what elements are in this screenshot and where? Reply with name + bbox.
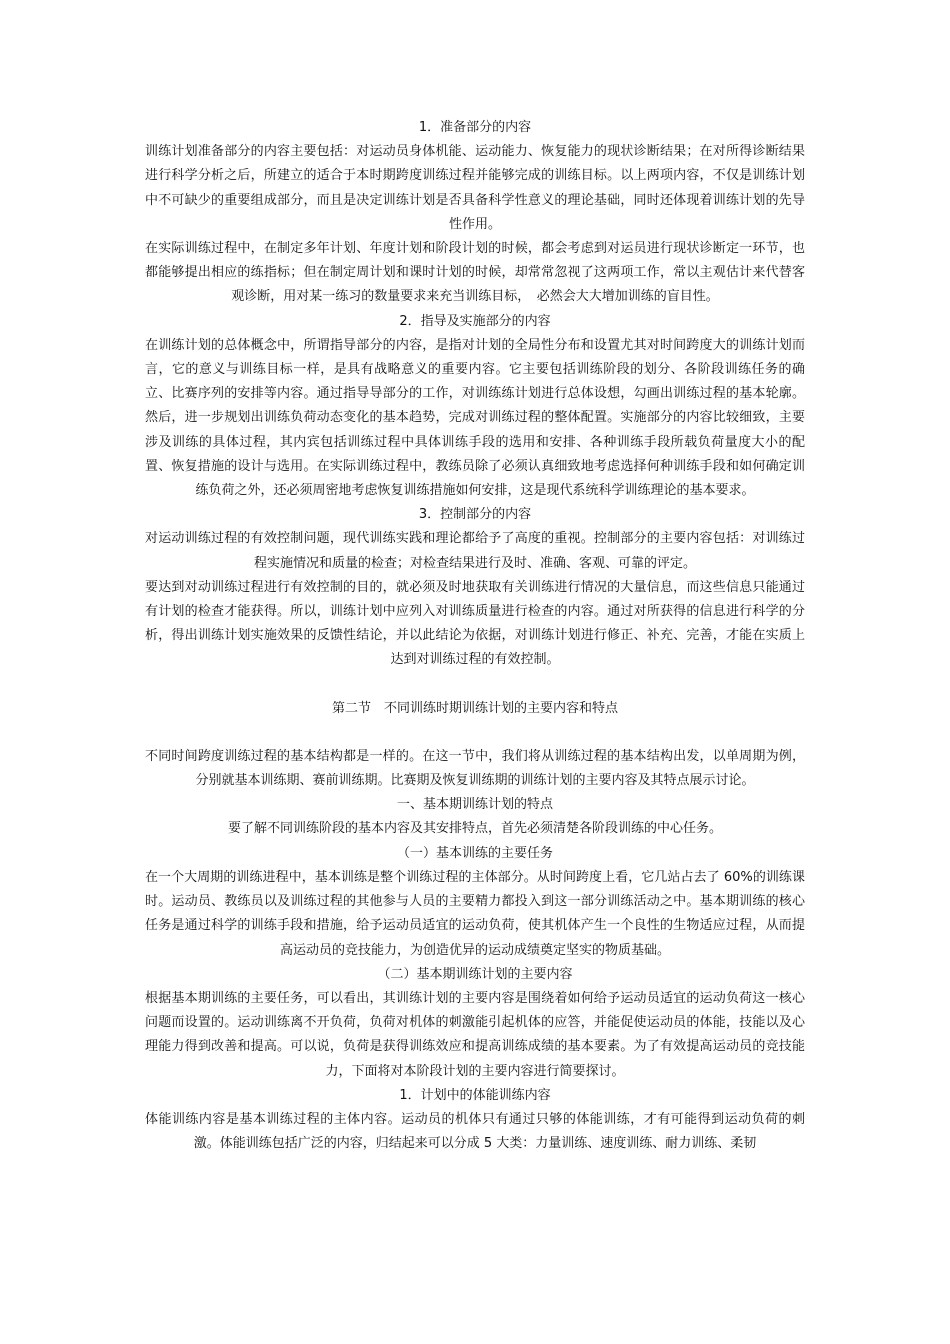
line-basic-intro: 要了解不同训练阶段的基本内容及其安排特点，首先必须清楚各阶段训练的中心任务。 xyxy=(227,821,722,837)
paragraph-basic-tasks: 在一个大周期的训练进程中，基本训练是整个训练过程的主体部分。从时间跨度上看，它几站占去了 60%的训练课时。运动员、教练员以及训练过程的其他参与人员的主要精力都投入到这一部分训练活动之中。基本期训练的核心任务是通过科学的训练手段和措施，给予运动员适宜的运动负荷，使其机体产生一个良性的生物适应过程，从而提高运动员的竞技能力，为创造优异的运动成绩奠定坚实的物质基础。 xyxy=(145,869,805,958)
spacer xyxy=(145,721,805,745)
paragraph-section-intro: 不同时间跨度训练过程的基本结构都是一样的。在这一节中，我们将从训练过程的基本结构出发，以单周期为例，分别就基本训练期、赛前训练期。比赛期及恢复训练期的训练计划的主要内容及其特点展示讨论。 xyxy=(145,748,805,789)
heading-basic-period: 一、基本期训练计划的特点 xyxy=(396,797,553,813)
heading-basic-plan-content: （二）基本期训练计划的主要内容 xyxy=(377,966,573,982)
paragraph-control-1: 对运动训练过程的有效控制问题，现代训练实践和理论都给予了高度的重视。控制部分的主要内容包括：对训练过程实施情况和质量的检查；对检查结果进行及时、准确、客观、可靠的评定。 xyxy=(145,531,805,571)
heading-guidance-content: 2．指导及实施部分的内容 xyxy=(399,313,551,329)
paragraph-physical-training: 体能训练内容是基本训练过程的主体内容。运动员的机体只有通过只够的体能训练，才有可能得到运动负荷的刺激。体能训练包括广泛的内容，归结起来可以分成 5 大类：力量训练、速度训练、耐力训练、柔韧 xyxy=(145,1111,805,1152)
paragraph-basic-plan: 根据基本期训练的主要任务，可以看出，其训练计划的主要内容是围绕着如何给予运动员适宜的运动负荷这一核心问题而设置的。运动训练离不开负荷，负荷对机体的刺激能引起机体的应答，并能促使运动员的体能，技能以及心理能力得到改善和提高。可以说，负荷是获得训练效应和提高训练成绩的基本要素。为了有效提高运动员的竞技能力，下面将对本阶段计划的主要内容进行简要探讨。 xyxy=(145,990,805,1079)
section-title: 第二节 不同训练时期训练计划的主要内容和特点 xyxy=(331,700,618,716)
paragraph-guidance: 在训练计划的总体概念中，所谓指导部分的内容，是指对计划的全局性分布和设置尤其对时间跨度大的训练计划而言，它的意义与训练目标一样，是具有战略意义的重要内容。它主要包括训练阶段的划分、各阶段训练任务的确立、比赛序列的安排等内容。通过指导导部分的工作，对训练练计划进行总体设想，勾画出训练过程的基本轮廓。然后，进一步规划出训练负荷动态变化的基本趋势，完成对训练过程的整体配置。实施部分的内容比较细致，主要涉及训练的具体过程，其内宾包括训练过程中具体训练手段的选用和安排、各种训练手段所载负荷量度大小的配置、恢复措施的设计与选用。在实际训练过程中，教练员除了必须认真细致地考虑选择何种训练手段和如何确定训练负荷之外，还必须周密地考虑恢复训练措施如何安排，这是现代系统科学训练理论的基本要求。 xyxy=(145,337,805,499)
heading-prep-content: 1．准备部分的内容 xyxy=(418,120,532,135)
paragraph-prep-2: 在实际训练过程中，在制定多年计划、年度计划和阶段计划的时候，都会考虑到对运员进行现状诊断定一环节，也都能够提出相应的练指标；但在制定周计划和课时计划的时候，却常常忽视了这两项工作，常以主观估计来代替客观诊断，用对某一练习的数量要求来充当训练目标， 必然会大大增加训练的盲目性。 xyxy=(145,241,805,305)
heading-physical-training: 1．计划中的体能训练内容 xyxy=(399,1087,551,1103)
heading-basic-tasks: （一）基本训练的主要任务 xyxy=(396,845,553,861)
spacer xyxy=(145,673,805,697)
paragraph-prep-1: 训练计划准备部分的内容主要包括：对运动员身体机能、运动能力、恢复能力的现状诊断结果；在对所得诊断结果进行科学分析之后，所建立的适合于本时期跨度训练过程并能够完成的训练目标。以上两项内容，不仅是训练计划中不可缺少的重要组成部分，而且是决定训练计划是否具备科学性意义的理论基础，同时还体现着训练计划的先导性作用。 xyxy=(145,144,805,232)
heading-control-content: 3．控制部分的内容 xyxy=(418,507,532,523)
paragraph-control-2: 要达到对动训练过程进行有效控制的目的，就必须及时地获取有关训练进行情况的大量信息，而这些信息只能通过有计划的检查才能获得。所以，训练计划中应列入对训练质量进行检查的内容。通过对所获得的信息进行科学的分析，得出训练计划实施效果的反馈性结论，并以此结论为依据，对训练计划进行修正、补充、完善，才能在实质上达到对训练过程的有效控制。 xyxy=(145,579,805,668)
document-page xyxy=(145,116,805,1156)
